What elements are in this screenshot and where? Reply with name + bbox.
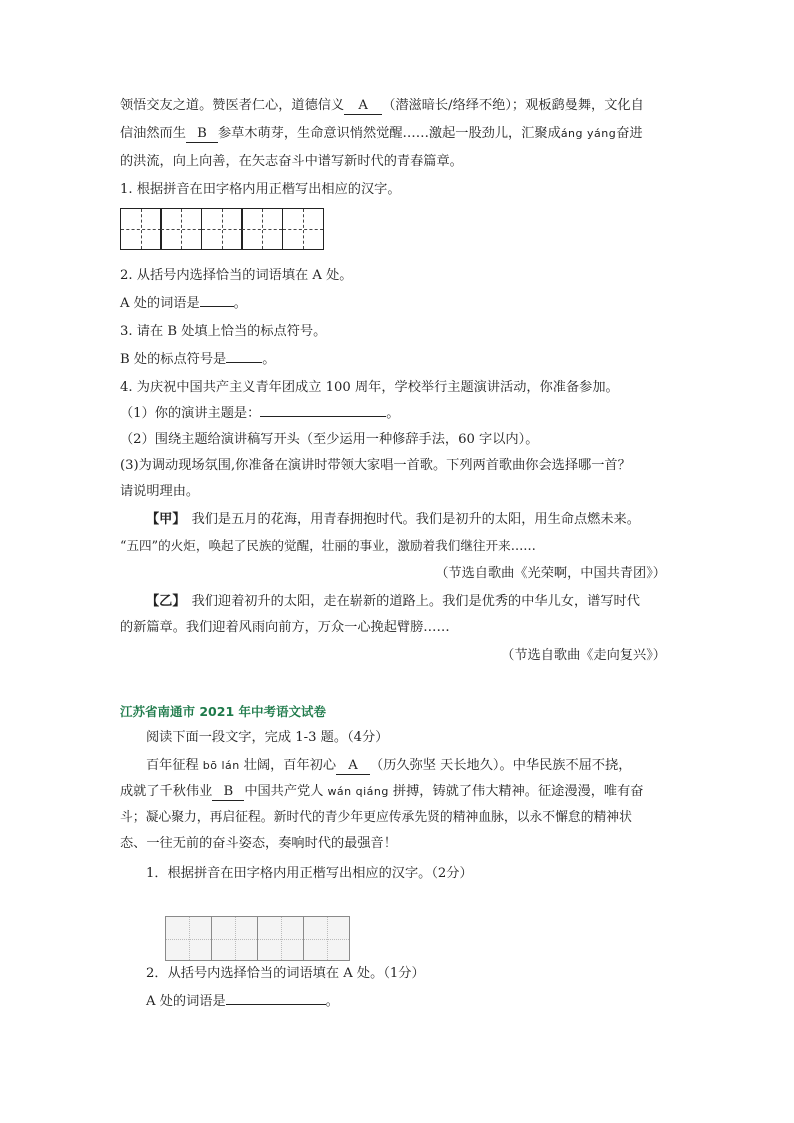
grid-cell[interactable]	[165, 916, 212, 961]
blank-b[interactable]: B	[186, 126, 218, 143]
grid-cell[interactable]	[120, 208, 162, 250]
part2-passage-line-4: 态、一往无前的奋斗姿态，奏响时代的最强音！	[120, 836, 397, 851]
pinyin-bo-lan: bō lán	[202, 759, 240, 772]
question-4-3-line-2: 请说明理由。	[120, 484, 200, 499]
part2-passage-line-3: 斗；凝心聚力，再启征程。新时代的青少年更应传承先贤的精神血脉，以永不懈怠的精神状	[120, 810, 632, 825]
song-b-tag: 【乙】	[146, 594, 186, 609]
exam-title: 江苏省南通市 2021 年中考语文试卷	[120, 704, 326, 719]
part2-question-2: 2．从括号内选择恰当的词语填在 A 处。（1分）	[146, 966, 425, 981]
song-a-line-2: “五四”的火炬，唤起了民族的觉醒，壮丽的事业，激励着我们继往开来……	[120, 538, 536, 553]
grid-cell[interactable]	[282, 208, 324, 250]
grid-cell[interactable]	[211, 916, 258, 961]
question-4-3-line-1: (3)为调动现场氛围,你准备在演讲时带领大家唱一首歌。下列两首歌曲你会选择哪一首？	[120, 458, 631, 473]
blank-a[interactable]: A	[344, 98, 382, 115]
answer-blank-a[interactable]	[200, 306, 234, 307]
pinyin-wan-qiang: wán qiáng	[327, 785, 389, 798]
question-4: 4. 为庆祝中国共产主义青年团成立 100 周年，学校举行主题演讲活动，你准备参加。	[120, 380, 619, 395]
question-3: 3. 请在 B 处填上恰当的标点符号。	[120, 324, 327, 339]
song-b-line-1: 【乙】 我们迎着初升的太阳，走在崭新的道路上。我们是优秀的中华儿女，谱写时代	[146, 594, 640, 609]
part2-blank-b[interactable]: B	[212, 784, 244, 801]
question-1: 1. 根据拼音在田字格内用正楷写出相应的汉字。	[120, 182, 401, 197]
part2-passage-line-1: 百年征程 bō lán 壮阔，百年初心 A （历久弥坚 天长地久）。中华民族不屈不挠，	[146, 758, 632, 773]
part2-question-2-answer: A 处的词语是 。	[146, 994, 339, 1009]
pinyin-ang-yang: áng yáng	[560, 127, 617, 140]
grid-cell[interactable]	[257, 916, 304, 961]
song-a-source: （节选自歌曲《光荣啊，中国共青团》）	[435, 566, 666, 581]
part2-question-1: 1．根据拼音在田字格内用正楷写出相应的汉字。（2分）	[146, 866, 473, 881]
question-2-answer: A 处的词语是 。	[120, 296, 247, 311]
tianzige-grid-1	[121, 208, 324, 250]
part2-passage-line-2: 成就了千秋伟业 B 中国共产党人 wán qiáng 拼搏，铸就了伟大精神。征途漫漫，唯有奋	[120, 784, 644, 799]
song-a-tag: 【甲】	[146, 512, 186, 527]
question-4-1: （1）你的演讲主题是： 。	[120, 406, 400, 421]
question-4-2: （2）围绕主题给演讲稿写开头（至少运用一种修辞手法，60 字以内）。	[120, 432, 539, 447]
speech-theme-blank[interactable]	[260, 416, 386, 417]
song-a-line-1: 【甲】 我们是五月的花海，用青春拥抱时代。我们是初升的太阳，用生命点燃未来。	[146, 512, 640, 527]
passage-line-3: 的洪流，向上向善，在矢志奋斗中谱写新时代的青春篇章。	[120, 154, 463, 169]
question-3-answer: B 处的标点符号是 。	[120, 352, 276, 367]
grid-cell[interactable]	[303, 916, 350, 961]
part2-instruction: 阅读下面一段文字，完成 1-3 题。（4分）	[146, 730, 389, 745]
question-2: 2. 从括号内选择恰当的词语填在 A 处。	[120, 268, 353, 283]
grid-cell[interactable]	[201, 208, 243, 250]
grid-cell[interactable]	[241, 208, 283, 250]
grid-cell[interactable]	[160, 208, 202, 250]
tianzige-grid-2	[166, 916, 350, 961]
passage-line-2: 信油然而生 B 参草木萌芽，生命意识悄然觉醒……激起一股劲儿，汇聚成áng yáng奋进	[120, 126, 643, 141]
part2-answer-blank-a[interactable]	[226, 1004, 326, 1005]
song-b-line-2: 的新篇章。我们迎着风雨向前方，万众一心挽起臂膀……	[120, 620, 450, 635]
passage-line-1: 领悟交友之道。赞医者仁心，道德信义 A （潜滋暗长/络绎不绝）；观板鹞曼舞，文化自	[120, 98, 644, 113]
answer-blank-b[interactable]	[226, 362, 262, 363]
part2-blank-a[interactable]: A	[336, 758, 370, 775]
song-b-source: （节选自歌曲《走向复兴》）	[501, 648, 666, 663]
